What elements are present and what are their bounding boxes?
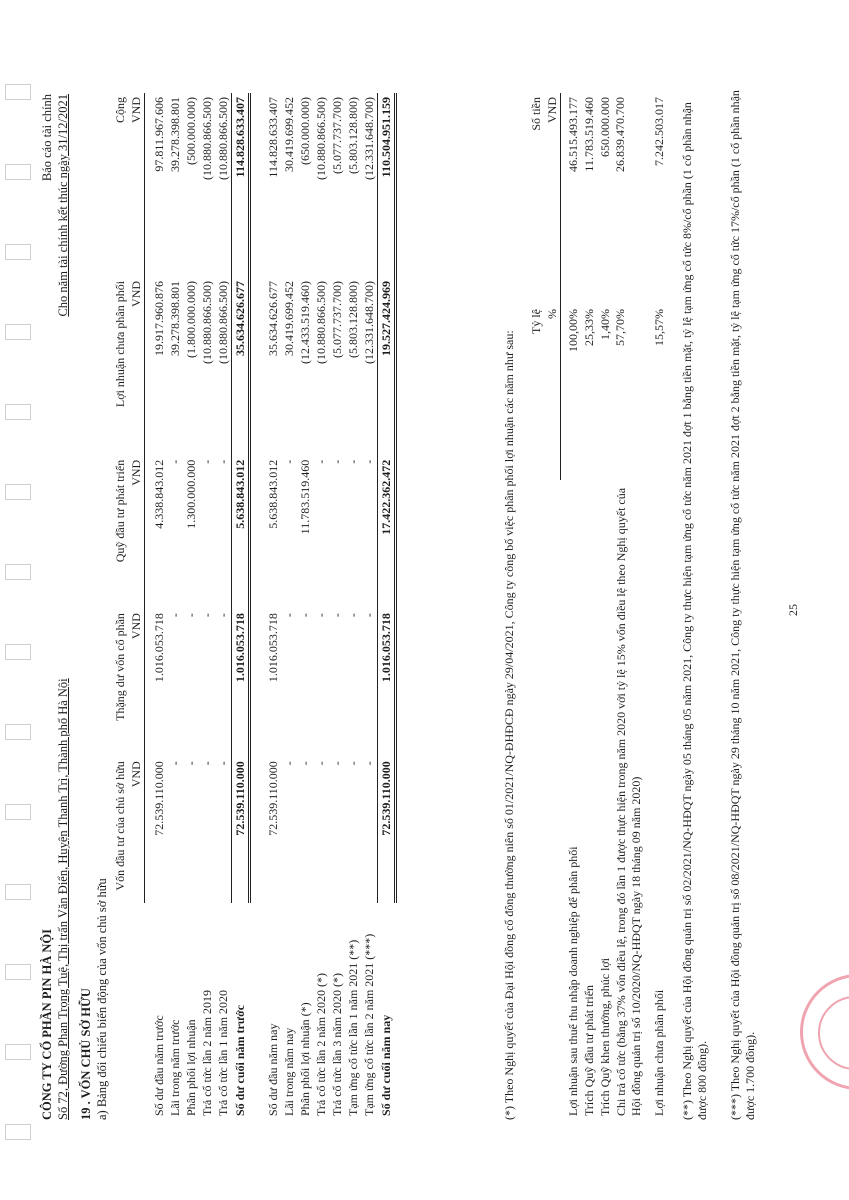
cell: 72.539.110.000 [232, 757, 250, 903]
cell: 1.300.000.000 [183, 459, 198, 529]
cell: 650.000.000 [597, 97, 612, 157]
row-label: Trả cổ tức lần 1 năm 2020 [215, 989, 230, 1116]
col-unit: VND [544, 93, 561, 305]
cell: 5.638.843.012 [265, 459, 280, 529]
cell: 1.016.053.718 [232, 609, 250, 757]
cell: (1.800.000.000) [183, 280, 198, 358]
cell: - [281, 459, 296, 464]
table-row [651, 93, 667, 1120]
cell: - [313, 761, 328, 766]
cell: - [361, 459, 376, 464]
table-row [313, 93, 329, 1120]
col-header: Số tiền [529, 97, 543, 131]
cell: - [313, 613, 328, 618]
cell: - [361, 613, 376, 618]
table-header-row [528, 93, 544, 1120]
table-row [265, 93, 281, 1120]
cell: 110.504.951.159 [378, 93, 396, 277]
cell: (10.880.866.500) [313, 280, 328, 364]
cell: - [329, 613, 344, 618]
cell: 39.278.398.801 [167, 97, 182, 172]
report-title: Báo cáo tài chính [40, 94, 54, 182]
binder-mark [5, 404, 31, 420]
cell: (500.000.000) [183, 97, 198, 165]
cell: - [345, 761, 360, 766]
section-heading: 19 . VỐN CHỦ SỞ HỮU [79, 988, 93, 1120]
cell: - [199, 761, 214, 766]
table-row [151, 93, 167, 1120]
cell: 39.278.398.801 [167, 280, 182, 356]
col-header: Lợi nhuận chưa phân phối [113, 280, 127, 408]
company-address: Số 72, Đường Phan Trọng Tuệ, Thị trấn Văn Điển, Huyện Thanh Trì, Thành phố Hà Nội [56, 678, 70, 1120]
row-label: Số dư cuối năm trước [233, 1004, 247, 1116]
table-unit-row [544, 93, 561, 1120]
table-row [281, 93, 297, 1120]
cell: - [215, 761, 230, 766]
total-row [232, 93, 250, 1120]
col-unit: % [544, 305, 561, 480]
row-label: Phân phối lợi nhuận (*) [297, 1002, 312, 1116]
cell: - [199, 459, 214, 464]
table-row [613, 93, 645, 1120]
cell: (10.880.866.500) [215, 97, 230, 180]
binder-mark [5, 84, 31, 100]
col-header: Vốn đầu tư của chủ sở hữu [113, 761, 127, 891]
cell: 26.839.470.700 [613, 97, 627, 172]
cell: 30.419.699.452 [281, 97, 296, 172]
table-row [361, 93, 378, 1120]
table-row [581, 93, 597, 1120]
cell: (5.077.737.700) [329, 97, 344, 174]
row-label: Tạm ứng cổ tức lần 2 năm 2021 (***) [361, 933, 376, 1116]
subsection-heading: a) Bảng đối chiếu biến động của vốn chủ sở hữu [95, 878, 109, 1120]
note-2star: (**) Theo Nghị quyết của Hội đồng quản trị số 02/2021/NQ-HĐQT ngày 05 tháng 05 năm 2021, Công ty thực hiện tạm ứng cổ tức năm 2021 đợt 1 bằng tiền mặt, tỷ lệ tạm ứng cổ tức 8%/cổ phần (1 cổ phần nhận được 800 đồng). [680, 102, 709, 1120]
cell: 72.539.110.000 [378, 757, 396, 903]
cell: 17.422.362.472 [378, 456, 396, 609]
cell: 114.828.633.407 [232, 93, 250, 277]
cell: - [167, 613, 182, 618]
cell: 30.419.699.452 [281, 280, 296, 356]
row-label: Số dư đầu năm trước [151, 1015, 166, 1116]
cell: - [167, 459, 182, 464]
binder-mark [5, 644, 31, 660]
cell: (10.880.866.500) [215, 280, 230, 364]
cell: - [199, 613, 214, 618]
cell: - [361, 761, 376, 766]
binder-mark [5, 324, 31, 340]
col-header: Tỷ lệ [529, 309, 543, 334]
cell: 35.634.626.677 [232, 277, 250, 456]
col-unit: VND [128, 609, 145, 757]
cell: - [281, 761, 296, 766]
col-unit: VND [128, 277, 145, 456]
cell: - [297, 613, 312, 618]
note-3star: (***) Theo Nghị quyết của Hội đồng quản trị số 08/2021/NQ-HĐQT ngày 29 tháng 10 năm 2021, Công ty thực hiện tạm ứng cổ tức năm 2021 đợt 2 bằng tiền mặt, tỷ lệ tạm ứng cổ tức 17%/cổ phần (1 cổ phần nhận được 1.700 đồng). [728, 90, 757, 1120]
cell: (12.331.648.700) [361, 97, 376, 180]
row-label: Trích Quỹ đầu tư phát triển [581, 984, 596, 1116]
cell: (5.803.128.800) [345, 97, 360, 174]
cell: 15,57% [651, 309, 666, 346]
cell: (10.880.866.500) [199, 280, 214, 364]
table-row [329, 93, 345, 1120]
col-header: Cộng [113, 97, 127, 124]
cell: 11.783.519.460 [581, 97, 596, 172]
cell: 114.828.633.407 [265, 97, 280, 178]
cell: - [345, 613, 360, 618]
cell: 25,33% [581, 309, 596, 346]
cell: (12.331.648.700) [361, 280, 376, 364]
cell: 97.811.967.606 [151, 97, 166, 172]
cell: 1.016.053.718 [265, 613, 280, 683]
cell: 1.016.053.718 [378, 609, 396, 757]
cell: - [345, 459, 360, 464]
col-unit: VND [128, 456, 145, 609]
table-unit-row [128, 93, 145, 1120]
cell: 1,40% [597, 309, 612, 340]
row-label: Trả cổ tức lần 2 năm 2020 (*) [313, 972, 328, 1116]
binder-marks [0, 0, 34, 1200]
col-unit: VND [128, 93, 145, 277]
cell: - [329, 459, 344, 464]
cell: 100,00% [565, 309, 580, 352]
table-row [345, 93, 361, 1120]
row-label: Lãi trong năm nay [281, 1027, 296, 1116]
cell: - [297, 761, 312, 766]
cell: - [281, 613, 296, 618]
cell: 72.539.110.000 [151, 761, 166, 836]
cell: (650.000.000) [297, 97, 312, 165]
cell: 35.634.626.677 [265, 280, 280, 356]
cell: (5.803.128.800) [345, 280, 360, 358]
binder-mark [5, 884, 31, 900]
cell: - [183, 761, 198, 766]
binder-mark [5, 484, 31, 500]
binder-mark [5, 964, 31, 980]
cell: - [183, 613, 198, 618]
row-label: Số dư đầu năm nay [265, 1023, 280, 1116]
cell: 46.515.493.177 [565, 97, 580, 172]
row-label: Lợi nhuận chưa phân phối [651, 989, 666, 1116]
binder-mark [5, 1124, 31, 1140]
cell: - [167, 761, 182, 766]
cell: 7.242.503.017 [651, 97, 666, 166]
distribution-table [528, 93, 667, 1120]
row-label: Phân phối lợi nhuận [183, 1019, 198, 1116]
total-row [378, 93, 396, 1120]
report-period: Cho năm tài chính kết thúc ngày 31/12/2021 [56, 94, 70, 317]
row-label: Số dư cuối năm nay [379, 1014, 393, 1116]
table-row [199, 93, 215, 1120]
row-label: Tạm ứng cổ tức lần 1 năm 2021 (**) [345, 939, 360, 1116]
binder-mark [5, 1044, 31, 1060]
cell: 5.638.843.012 [232, 456, 250, 609]
page-number: 25 [786, 604, 800, 616]
binder-mark [5, 724, 31, 740]
binder-mark [5, 804, 31, 820]
cell: - [215, 613, 230, 618]
table-row [297, 93, 313, 1120]
cell: (10.880.866.500) [199, 97, 214, 180]
cell: - [313, 459, 328, 464]
table-row [597, 93, 613, 1120]
cell: 19.527.424.969 [378, 277, 396, 456]
company-name: CÔNG TY CỔ PHẦN PIN HÀ NỘI [40, 929, 54, 1120]
row-label: Chi trả cổ tức (bằng 37% vốn điều lệ, trong đó lần 1 được thực hiện trong năm 2020 với tỷ lệ 15% vốn điều lệ theo Nghị quyết của Hội đồng quản trị số 10/2020/NQ-HĐQT ngày 18 tháng 09 năm 2020) [614, 487, 643, 1116]
table-row [565, 93, 581, 1120]
cell: 1.016.053.718 [151, 613, 166, 683]
cell: 72.539.110.000 [265, 761, 280, 836]
table-row [183, 93, 199, 1120]
binder-mark [5, 164, 31, 180]
cell: 11.783.519.460 [297, 459, 312, 535]
row-label: Trả cổ tức lần 3 năm 2020 (*) [329, 972, 344, 1116]
note-star: (*) Theo Nghị quyết của Đại Hội đồng cổ đông thường niên số 01/2021/NQ-ĐHĐCĐ ngày 29/04/2021, Công ty công bố việc phân phối lợi nhuận các năm như sau: [502, 330, 516, 1120]
cell: - [329, 761, 344, 766]
table-row [215, 93, 232, 1120]
col-unit: VND [128, 757, 145, 903]
cell: 57,70% [613, 309, 627, 346]
col-header: Quỹ đầu tư phát triển [113, 459, 127, 563]
row-label: Trích Quỹ khen thưởng, phúc lợi [597, 957, 612, 1116]
row-label: Lãi trong năm trước [167, 1019, 182, 1116]
cell: (12.433.519.460) [297, 280, 312, 364]
cell: - [215, 459, 230, 464]
binder-mark [5, 244, 31, 260]
row-label: Trả cổ tức lần 2 năm 2019 [199, 989, 214, 1116]
cell: (10.880.866.500) [313, 97, 328, 180]
cell: 4.338.843.012 [151, 459, 166, 529]
col-header: Thặng dư vốn cổ phần [113, 613, 127, 721]
cell: 19.917.960.876 [151, 280, 166, 356]
equity-table [112, 93, 397, 1120]
table-row [167, 93, 183, 1120]
row-label: Lợi nhuận sau thuế thu nhập doanh nghiệp để phân phối [565, 846, 580, 1116]
binder-mark [5, 564, 31, 580]
table-header-row [112, 93, 128, 1120]
cell: (5.077.737.700) [329, 280, 344, 358]
